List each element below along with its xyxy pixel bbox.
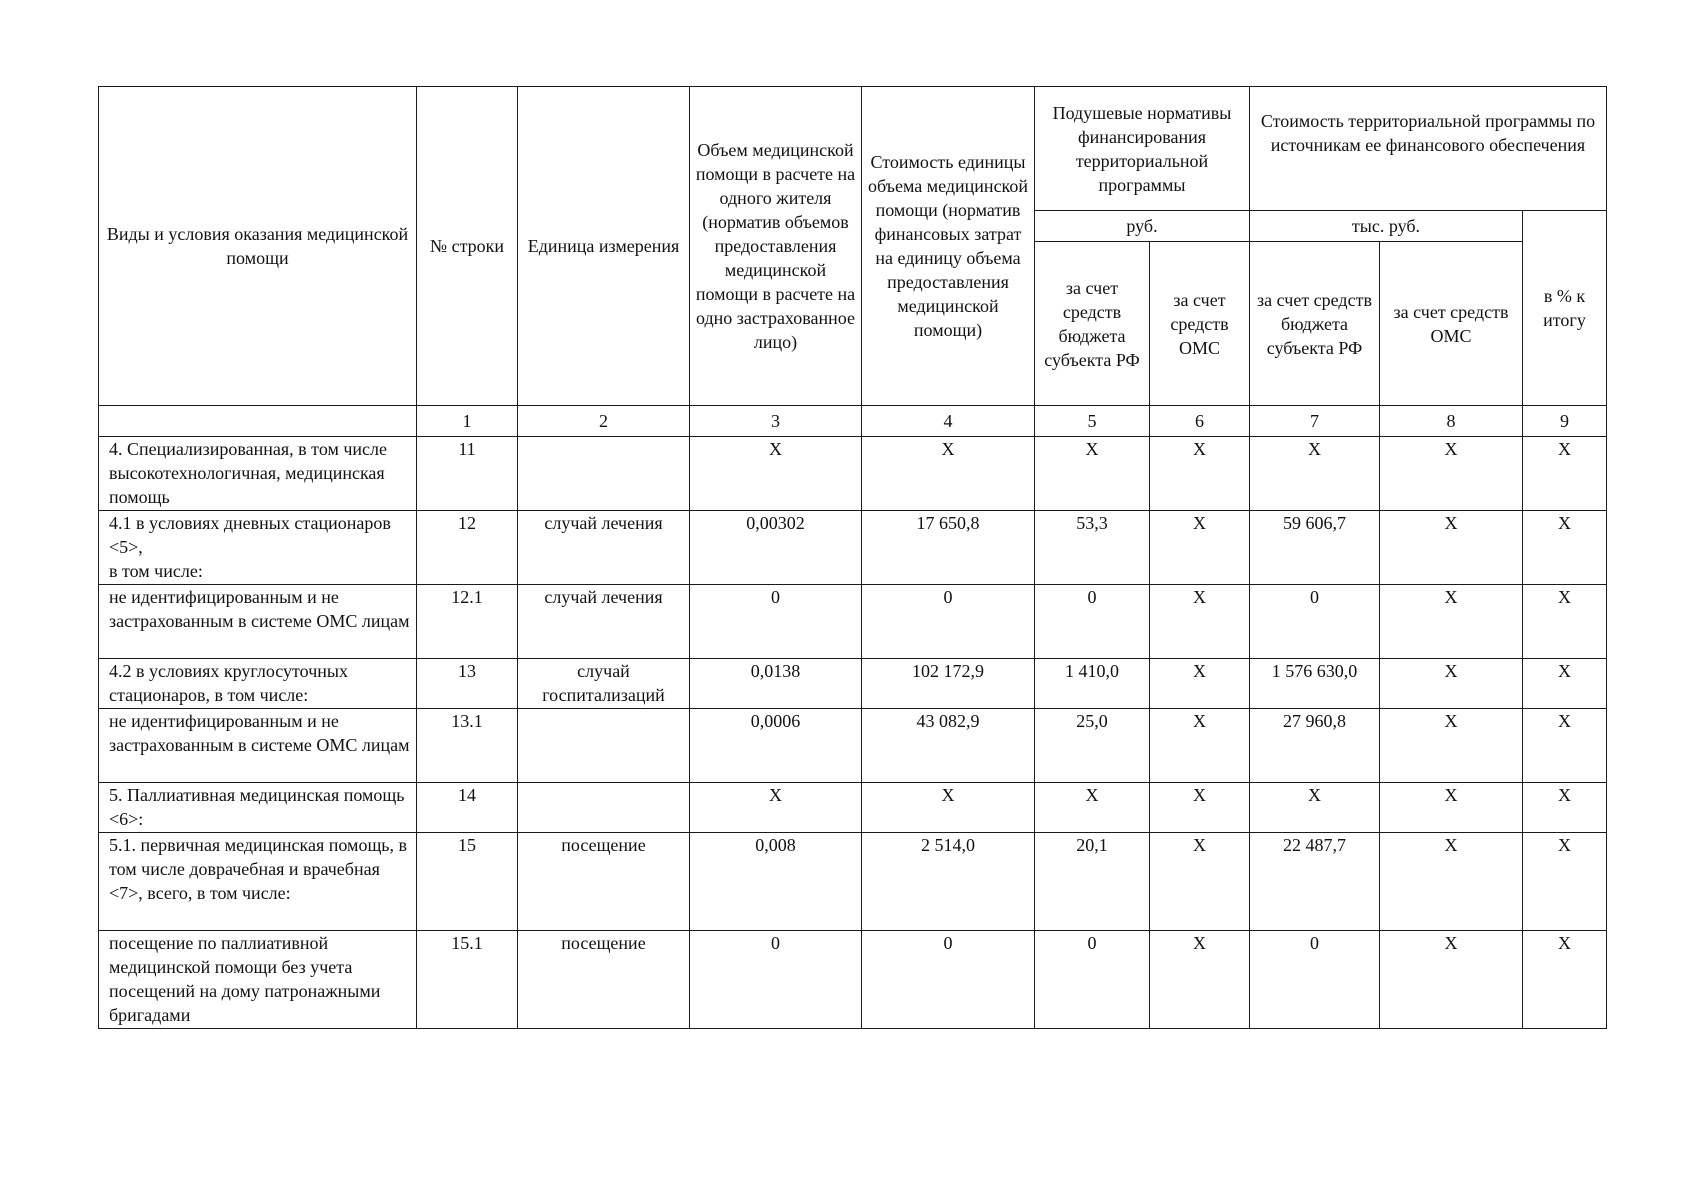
row-percent: X xyxy=(1523,437,1607,511)
table-row xyxy=(99,585,1607,659)
row-number: 14 xyxy=(417,783,518,833)
row-budget-thousand: X xyxy=(1250,783,1380,833)
row-unit-cost: 0 xyxy=(862,931,1035,1029)
row-budget-thousand: 0 xyxy=(1250,931,1380,1029)
row-volume: X xyxy=(690,437,862,511)
row-unit xyxy=(518,437,690,511)
row-oms-rub: X xyxy=(1150,511,1250,585)
row-budget-rub: X xyxy=(1035,437,1150,511)
row-budget-thousand: 27 960,8 xyxy=(1250,709,1380,783)
row-budget-rub: 1 410,0 xyxy=(1035,659,1150,709)
row-name: 4.2 в условиях круглосуточных стационаров, в том числе: xyxy=(99,659,417,709)
row-budget-rub: 0 xyxy=(1035,585,1150,659)
row-number: 12 xyxy=(417,511,518,585)
financing-table xyxy=(98,86,1607,1029)
row-name: 4. Специализированная, в том числе высокотехнологичная, медицинская помощь xyxy=(99,437,417,511)
row-unit-cost: X xyxy=(862,783,1035,833)
column-number: 2 xyxy=(518,406,690,437)
row-unit-cost: 2 514,0 xyxy=(862,833,1035,931)
row-budget-thousand: 0 xyxy=(1250,585,1380,659)
row-unit: посещение xyxy=(518,931,690,1029)
header-unit: Единица измерения xyxy=(518,87,690,406)
header-volume: Объем медицинской помощи в расчете на одного жителя (норматив объемов предоставления медицинской помощи в расчете на одно застрахованное лицо) xyxy=(690,87,862,406)
row-budget-rub: 0 xyxy=(1035,931,1150,1029)
row-unit: посещение xyxy=(518,833,690,931)
row-number: 13 xyxy=(417,659,518,709)
header-budget-rub: за счет средств бюджета субъекта РФ xyxy=(1035,242,1150,406)
row-volume: 0,0138 xyxy=(690,659,862,709)
row-unit: случай лечения xyxy=(518,511,690,585)
row-unit-cost: X xyxy=(862,437,1035,511)
header-oms-rub: за счет средств ОМС xyxy=(1150,242,1250,406)
table-row xyxy=(99,931,1607,1029)
row-percent: X xyxy=(1523,833,1607,931)
header-total-cost-group: Стоимость территориальной программы по источникам ее финансового обеспечения xyxy=(1250,87,1607,211)
row-name: посещение по паллиативной медицинской помощи без учета посещений на дому патронажными бригадами xyxy=(99,931,417,1029)
row-budget-rub: 20,1 xyxy=(1035,833,1150,931)
column-number: 3 xyxy=(690,406,862,437)
row-percent: X xyxy=(1523,659,1607,709)
row-oms-rub: X xyxy=(1150,659,1250,709)
row-name: 4.1 в условиях дневных стационаров <5>, в том числе: xyxy=(99,511,417,585)
table-row xyxy=(99,833,1607,931)
row-volume: 0 xyxy=(690,931,862,1029)
row-unit xyxy=(518,783,690,833)
row-oms-rub: X xyxy=(1150,437,1250,511)
row-percent: X xyxy=(1523,709,1607,783)
column-number-row xyxy=(99,406,1607,437)
column-number: 1 xyxy=(417,406,518,437)
column-number: 4 xyxy=(862,406,1035,437)
row-number: 15.1 xyxy=(417,931,518,1029)
row-budget-thousand: X xyxy=(1250,437,1380,511)
row-unit: случай лечения xyxy=(518,585,690,659)
header-budget-thousand: за счет средств бюджета субъекта РФ xyxy=(1250,242,1380,406)
row-number: 11 xyxy=(417,437,518,511)
column-number: 7 xyxy=(1250,406,1380,437)
row-unit xyxy=(518,709,690,783)
row-oms-thousand: X xyxy=(1380,931,1523,1029)
header-unit-thousand-rub: тыс. руб. xyxy=(1250,211,1523,242)
row-oms-rub: X xyxy=(1150,931,1250,1029)
row-volume: 0,0006 xyxy=(690,709,862,783)
header-oms-thousand: за счет средств ОМС xyxy=(1380,242,1523,406)
row-volume: 0,008 xyxy=(690,833,862,931)
table-row xyxy=(99,659,1607,709)
column-number: 6 xyxy=(1150,406,1250,437)
row-unit-cost: 17 650,8 xyxy=(862,511,1035,585)
row-oms-thousand: X xyxy=(1380,659,1523,709)
row-oms-rub: X xyxy=(1150,833,1250,931)
row-name: 5. Паллиативная медицинская помощь <6>: xyxy=(99,783,417,833)
row-number: 12.1 xyxy=(417,585,518,659)
table-row xyxy=(99,709,1607,783)
row-percent: X xyxy=(1523,783,1607,833)
row-number: 15 xyxy=(417,833,518,931)
row-percent: X xyxy=(1523,511,1607,585)
table-row xyxy=(99,437,1607,511)
row-volume: X xyxy=(690,783,862,833)
row-oms-rub: X xyxy=(1150,585,1250,659)
column-number: 5 xyxy=(1035,406,1150,437)
row-oms-thousand: X xyxy=(1380,783,1523,833)
column-number: 8 xyxy=(1380,406,1523,437)
header-unit-cost: Стоимость единицы объема медицинской помощи (норматив финансовых затрат на единицу объема предоставления медицинской помощи) xyxy=(862,87,1035,406)
header-kinds: Виды и условия оказания медицинской помощи xyxy=(99,87,417,406)
table-row xyxy=(99,511,1607,585)
row-volume: 0 xyxy=(690,585,862,659)
header-percent-of-total: в % к итогу xyxy=(1523,211,1607,406)
row-percent: X xyxy=(1523,931,1607,1029)
column-number: 9 xyxy=(1523,406,1607,437)
row-oms-thousand: X xyxy=(1380,437,1523,511)
row-oms-thousand: X xyxy=(1380,585,1523,659)
row-name: не идентифицированным и не застрахованным в системе ОМС лицам xyxy=(99,585,417,659)
row-budget-thousand: 22 487,7 xyxy=(1250,833,1380,931)
column-number xyxy=(99,406,417,437)
row-oms-rub: X xyxy=(1150,709,1250,783)
row-percent: X xyxy=(1523,585,1607,659)
row-oms-thousand: X xyxy=(1380,709,1523,783)
row-budget-thousand: 1 576 630,0 xyxy=(1250,659,1380,709)
row-unit-cost: 0 xyxy=(862,585,1035,659)
row-unit-cost: 43 082,9 xyxy=(862,709,1035,783)
row-name: не идентифицированным и не застрахованным в системе ОМС лицам xyxy=(99,709,417,783)
header-row-number: № строки xyxy=(417,87,518,406)
row-number: 13.1 xyxy=(417,709,518,783)
row-unit: случай госпитализаций xyxy=(518,659,690,709)
header-per-capita-group: Подушевые нормативы финансирования территориальной программы xyxy=(1035,87,1250,211)
row-budget-rub: X xyxy=(1035,783,1150,833)
row-oms-thousand: X xyxy=(1380,833,1523,931)
row-budget-rub: 25,0 xyxy=(1035,709,1150,783)
row-oms-thousand: X xyxy=(1380,511,1523,585)
row-oms-rub: X xyxy=(1150,783,1250,833)
row-budget-thousand: 59 606,7 xyxy=(1250,511,1380,585)
row-budget-rub: 53,3 xyxy=(1035,511,1150,585)
row-name: 5.1. первичная медицинская помощь, в том числе доврачебная и врачебная <7>, всего, в том числе: xyxy=(99,833,417,931)
table-row xyxy=(99,783,1607,833)
row-volume: 0,00302 xyxy=(690,511,862,585)
row-unit-cost: 102 172,9 xyxy=(862,659,1035,709)
header-unit-rub: руб. xyxy=(1035,211,1250,242)
